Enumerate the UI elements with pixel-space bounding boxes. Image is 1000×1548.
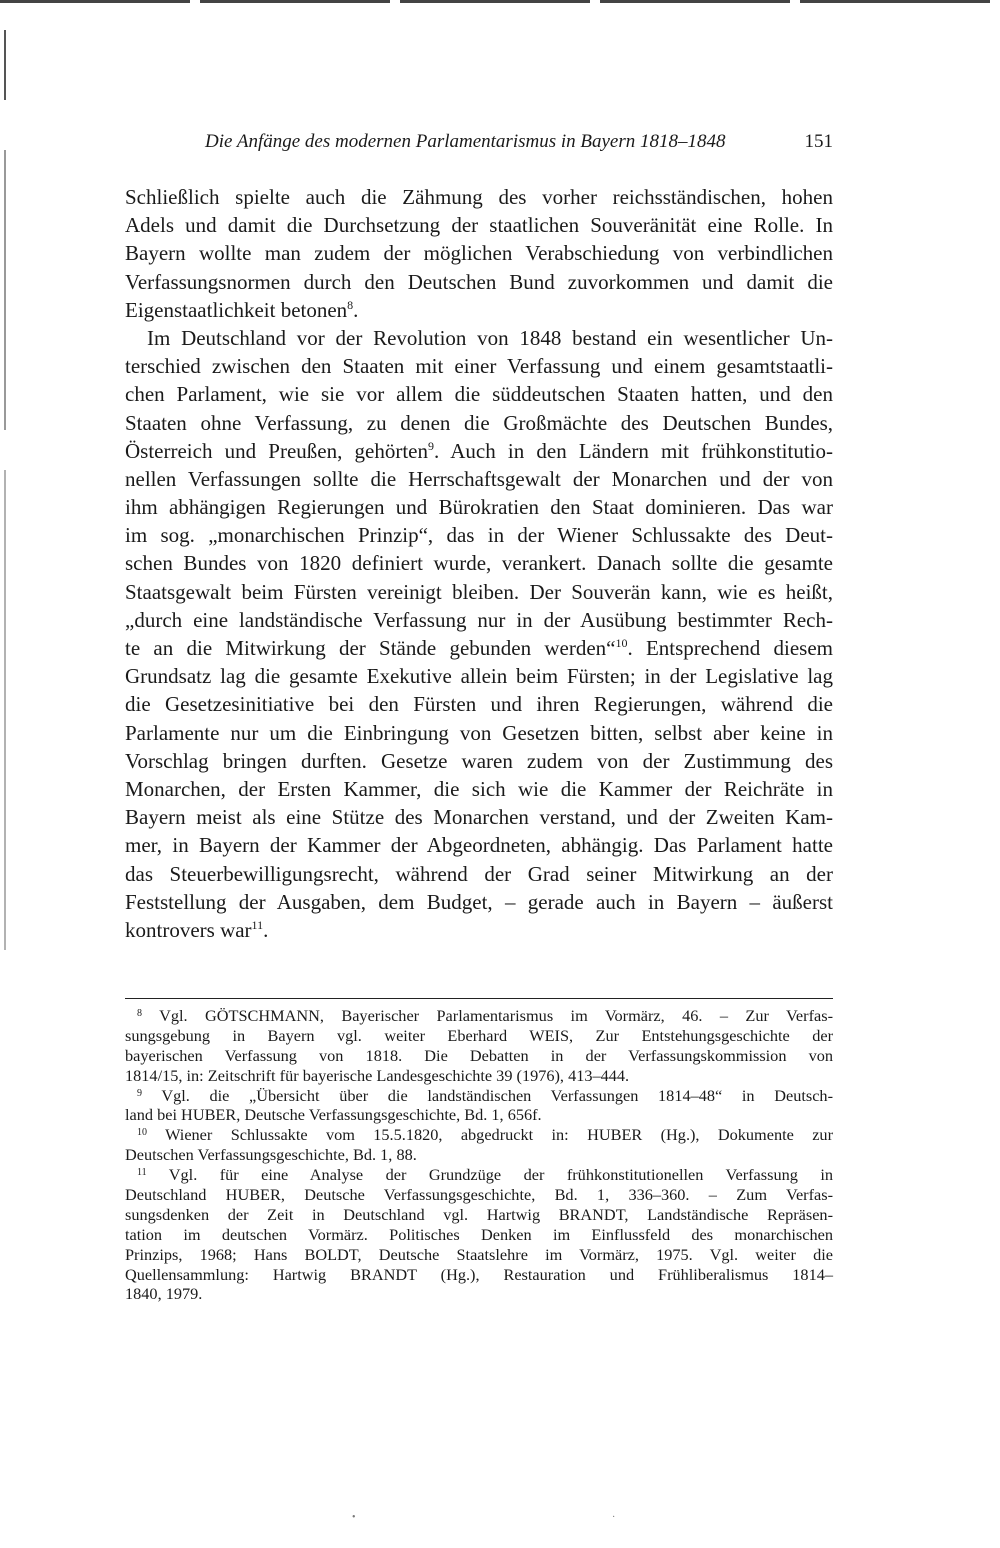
text-run: das Steuerbewilligungsrecht, während der Grad seiner Mitwirkung an der (125, 861, 833, 886)
text-run: bayerischen Verfassung von 1818. Die Debatten in der Verfassungskommission von (125, 1045, 833, 1065)
text-run: Feststellung der Ausgaben, dem Budget, – gerade auch in Bayern – äußerst (125, 889, 833, 914)
footnote-reference: 11 (251, 917, 264, 932)
text-run: . Auch in den Ländern mit frühkonstitutio- (433, 438, 833, 463)
text-run: Staatsgewalt beim Fürsten vereinigt bleiben. Der Souverän kann, wie es heißt, (125, 579, 833, 604)
footnote-reference: 11 (137, 1167, 147, 1179)
footnote-line (125, 1105, 833, 1125)
footnote-reference: 10 (615, 636, 628, 650)
footnote-line (125, 1205, 833, 1225)
text-run: Eigenstaatlichkeit betonen (125, 297, 348, 322)
text-run: Staaten ohne Verfassung, zu denen die Großmächte des Deutschen Bundes, (125, 410, 833, 435)
text-run: sungsdenken der Zeit in Deutschland vgl. Hartwig BRANDT, Landständische Repräsen- (125, 1204, 833, 1224)
running-title: Die Anfänge des modernen Parlamentarismus in Bayern 1818–1848 (205, 131, 726, 152)
text-run: die Gesetzesinitiative bei den Fürsten und ihren Regierungen, während die (125, 692, 833, 717)
body-text-line (125, 719, 833, 747)
footnote-line (125, 1026, 833, 1046)
text-run: im sog. „monarchischen Prinzip“, das in der Wiener Schlussakte des Deut- (125, 523, 833, 548)
text-run: ihm abhängigen Regierungen und Bürokratien den Staat dominieren. Das war (125, 495, 833, 520)
footnote-line (125, 1165, 833, 1185)
body-text-line (125, 239, 833, 267)
body-text-line (125, 352, 833, 380)
body-text-line (125, 211, 833, 239)
text-run: Vorschlag bringen durften. Gesetze waren zudem von der Zustimmung des (125, 748, 833, 773)
text-run: terschied zwischen den Staaten mit einer Verfassung und einem gesamtstaatli- (125, 354, 833, 379)
text-run: Grundsatz lag die gesamte Exekutive allein beim Fürsten; in der Legislative lag (125, 664, 833, 689)
body-text-line (125, 437, 833, 465)
text-run: nellen Verfassungen sollte die Herrschaftsgewalt der Monarchen und der von (125, 466, 833, 491)
text-run: Vgl. für eine Analyse der Grundzüge der frühkonstitutionellen Verfassung in (146, 1165, 833, 1185)
footnotes (125, 1006, 833, 1304)
scan-top-edge (0, 0, 1000, 3)
text-run: Verfassungsnormen durch den Deutschen Bund zuvorkommen und damit die (125, 269, 833, 294)
text-run: Deutschland HUBER, Deutsche Verfassungsgeschichte, Bd. 1, 336–360. – Zum Verfas- (125, 1185, 833, 1205)
body-text-line (125, 380, 833, 408)
text-run: schen Bundes von 1820 definiert wurde, verankert. Danach sollte die gesamte (125, 551, 833, 576)
text-run: Adels und damit die Durchsetzung der staatlichen Souveränität eine Rolle. In (125, 213, 833, 238)
footnote-reference: 8 (137, 1008, 142, 1019)
text-run: sungsgebung in Bayern vgl. weiter Eberhard WEIS, Zur Entstehungsgeschichte der (125, 1025, 833, 1045)
scan-left-margin-mark (4, 470, 6, 950)
text-run: tation im deutschen Vormärz. Politisches Denken im Einflussfeld des monarchischen (125, 1224, 833, 1244)
body-text-line (125, 690, 833, 718)
body-text-line (125, 409, 833, 437)
body-text-line (125, 747, 833, 775)
page-header (125, 131, 833, 161)
scan-speck: · (612, 1512, 616, 1523)
footnote-reference: 10 (137, 1127, 147, 1139)
text-run: 1840, 1979. (125, 1284, 203, 1304)
page-number: 151 (804, 131, 833, 152)
text-run: chen Parlament, wie sie vor allem die süddeutschen Staaten hatten, und den (125, 382, 833, 407)
footnote-line (125, 1046, 833, 1066)
body-text-line (125, 549, 833, 577)
footnote-line (125, 1086, 833, 1106)
text-run: Deutschen Verfassungsgeschichte, Bd. 1, 88. (125, 1145, 417, 1165)
body-text-line (125, 183, 833, 211)
scan-left-margin-mark (4, 150, 6, 430)
footnote-reference: 9 (137, 1087, 142, 1099)
body-text-line (125, 493, 833, 521)
footnote-line (125, 1284, 833, 1304)
text-run: Monarchen, der Ersten Kammer, die sich wie die Kammer der Reichräte in (125, 776, 833, 801)
footnote-line (125, 1225, 833, 1245)
text-run: Quellensammlung: Hartwig BRANDT (Hg.), Restauration und Frühliberalismus 1814– (125, 1264, 833, 1284)
text-run: te an die Mitwirkung der Stände gebunden werden“ (125, 636, 616, 660)
footnote-line (125, 1185, 833, 1205)
text-run: Im Deutschland vor der Revolution von 1848 bestand ein wesentlicher Un- (147, 325, 833, 350)
body-text-line (125, 860, 833, 888)
body-text-line (125, 888, 833, 916)
footnote-line (125, 1245, 833, 1265)
footnote-line (125, 1006, 833, 1026)
text-run: Bayern meist als eine Stütze des Monarchen verstand, und der Zweiten Kam- (125, 805, 833, 830)
footnote-line (125, 1066, 833, 1086)
text-run: Parlamente nur um die Einbringung von Gesetzen bitten, selbst aber keine in (125, 720, 833, 745)
body-text-line (125, 521, 833, 549)
footnote-line (125, 1145, 833, 1165)
text-run: . (353, 297, 359, 322)
body-text-line (125, 296, 833, 324)
text-run: Schließlich spielte auch die Zähmung des vorher reichsständischen, hohen (125, 185, 833, 209)
footnote-separator (125, 998, 833, 999)
body-text-line (125, 324, 833, 352)
text-run: Wiener Schlussakte vom 15.5.1820, abgedruckt in: HUBER (Hg.), Dokumente zur (147, 1125, 833, 1145)
text-run: land bei HUBER, Deutsche Verfassungsgeschichte, Bd. 1, 656f. (125, 1105, 542, 1125)
text-run: mer, in Bayern der Kammer der Abgeordneten, abhängig. Das Parlament hatte (125, 833, 833, 858)
main-body-text (125, 183, 833, 944)
text-run: kontrovers war (125, 917, 252, 942)
body-text-line (125, 775, 833, 803)
footnote-line (125, 1125, 833, 1145)
text-run: „durch eine landständische Verfassung nur in der Ausübung bestimmter Rech- (125, 607, 833, 632)
body-text-line (125, 268, 833, 296)
footnote-line (125, 1265, 833, 1285)
text-run: . Entsprechend diesem (627, 636, 833, 660)
body-text-line (125, 831, 833, 859)
body-text-line (125, 578, 833, 606)
scan-left-margin-mark (4, 30, 6, 100)
body-text-line (125, 606, 833, 634)
text-run: Vgl. GÖTSCHMANN, Bayerischer Parlamentarismus im Vormärz, 46. – Zur Verfas- (142, 1006, 833, 1025)
text-run: . (263, 917, 269, 942)
body-text-line (125, 465, 833, 493)
text-run: 1814/15, in: Zeitschrift für bayerische Landesgeschichte 39 (1976), 413–444. (125, 1065, 630, 1085)
scan-speck: • (352, 1512, 356, 1523)
text-run: Bayern wollte man zudem der möglichen Verabschiedung von verbindlichen (125, 241, 833, 266)
body-text-line (125, 634, 833, 662)
body-text-line (125, 916, 833, 944)
footnote-reference: 9 (427, 438, 434, 453)
body-text-line (125, 662, 833, 690)
text-run: Vgl. die „Übersicht über die landständischen Verfassungen 1814–48“ in Deutsch- (142, 1085, 833, 1105)
body-text-line (125, 803, 833, 831)
text-run: Österreich und Preußen, gehörten (125, 438, 428, 463)
text-run: Prinzips, 1968; Hans BOLDT, Deutsche Staatslehre im Vormärz, 1975. Vgl. weiter die (125, 1244, 833, 1264)
footnote-reference: 8 (347, 297, 354, 312)
